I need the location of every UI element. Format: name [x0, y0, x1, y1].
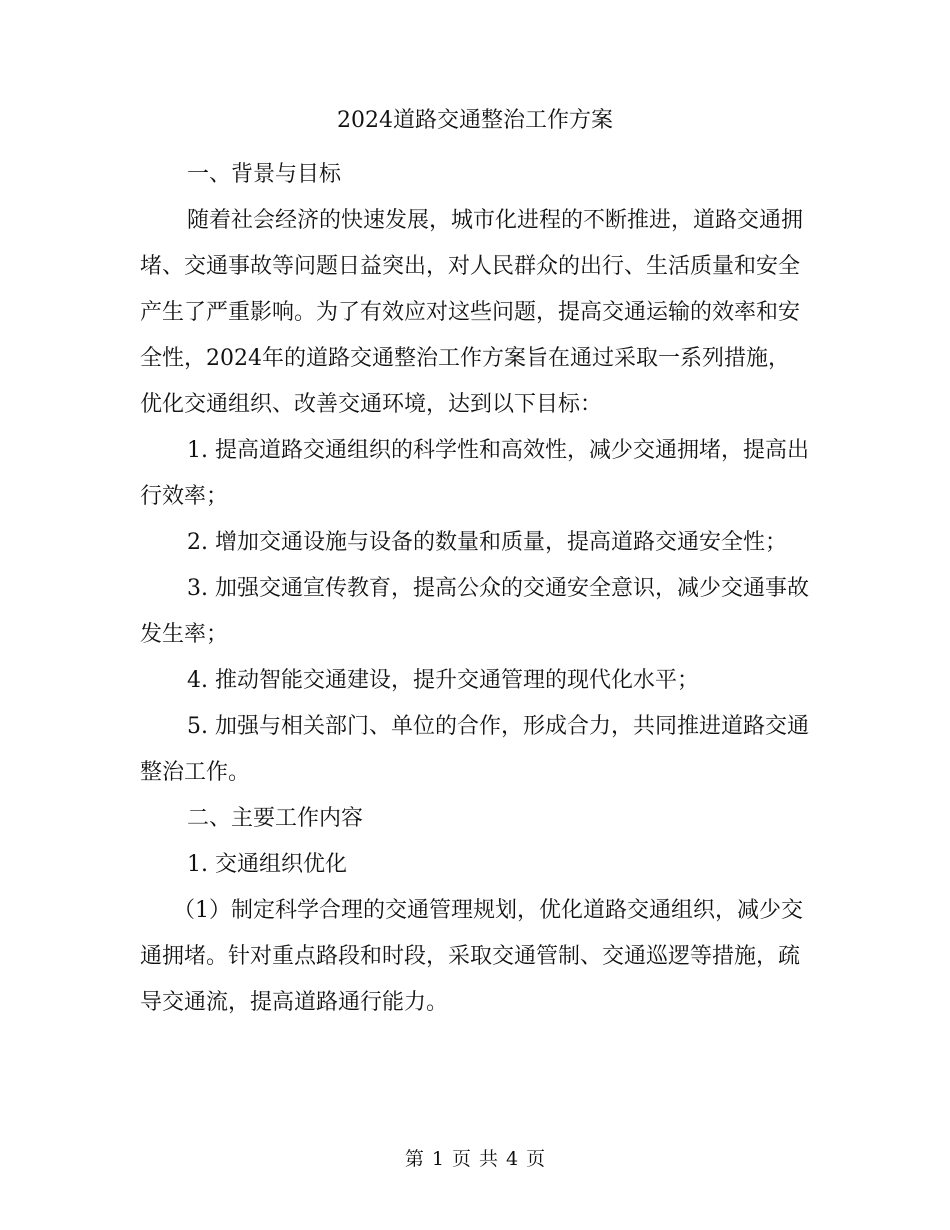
goal-item-1: 1. 提高道路交通组织的科学性和高效性，减少交通拥堵，提高出行效率；	[140, 438, 809, 509]
page-number-footer: 第 1 页 共 4 页	[404, 1148, 546, 1170]
document-body	[140, 152, 810, 1026]
goal-item-2: 2. 增加交通设施与设备的数量和质量，提高道路交通安全性；	[187, 530, 787, 555]
goal-item-5: 5. 加强与相关部门、单位的合作，形成合力，共同推进道路交通整治工作。	[140, 714, 809, 785]
paragraph-traffic-planning: （1）制定科学合理的交通管理规划，优化道路交通组织，减少交通拥堵。针对重点路段和时段，采取交通管制、交通巡逻等措施，疏导交通流，提高道路通行能力。	[140, 898, 803, 1015]
section-heading-background: 一、背景与目标	[187, 162, 342, 187]
goal-item-4: 4. 推动智能交通建设，提升交通管理的现代化水平；	[187, 668, 699, 693]
goal-item-3: 3. 加强交通宣传教育，提高公众的交通安全意识，减少交通事故发生率；	[140, 576, 809, 647]
subsection-traffic-organization: 1. 交通组织优化	[187, 852, 347, 877]
document-title: 2024道路交通整治工作方案	[337, 108, 613, 133]
paragraph-background-text: 随着社会经济的快速发展，城市化进程的不断推进，道路交通拥堵、交通事故等问题日益突出，对人民群众的出行、生活质量和安全产生了严重影响。为了有效应对这些问题，提高交通运输的效率和安全性，2024年的道路交通整治工作方案旨在通过采取一系列措施，优化交通组织、改善交通环境，达到以下目标：	[140, 208, 804, 417]
section-heading-main-work: 二、主要工作内容	[187, 806, 364, 831]
